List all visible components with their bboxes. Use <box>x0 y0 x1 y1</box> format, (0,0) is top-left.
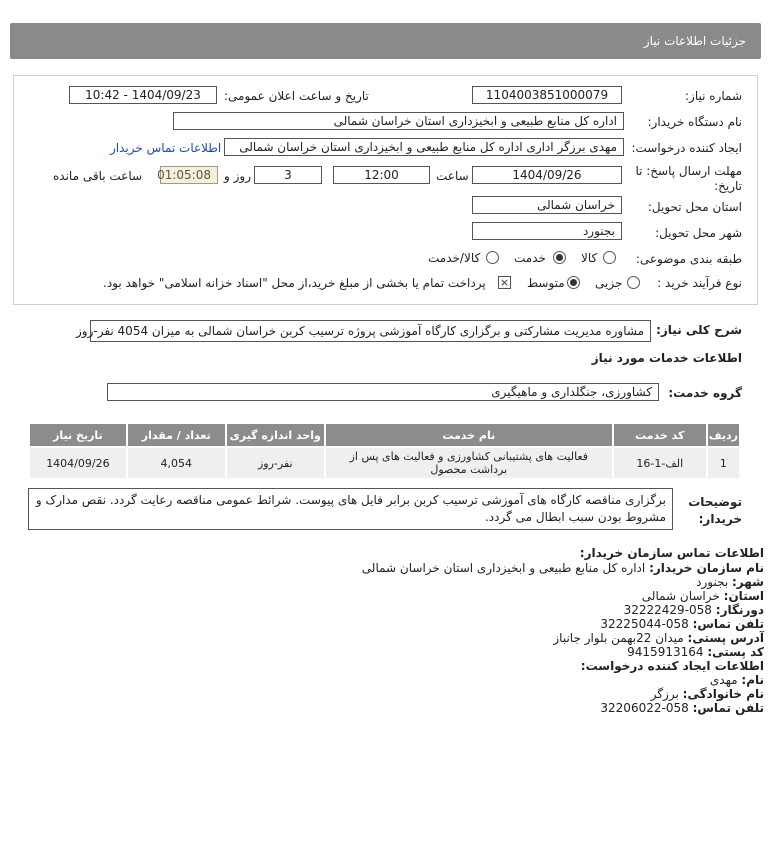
summary-field[interactable]: مشاوره مدیریت مشارکتی و برگزاری کارگاه آموزشی پروژه ترسیب کربن خراسان شمالی به میزان 4054 نفر-روز <box>90 320 651 342</box>
cell-code: الف-1-16 <box>613 447 707 479</box>
services-section-title: اطلاعات خدمات مورد نیاز <box>591 351 742 365</box>
days-field[interactable]: 3 <box>254 166 322 184</box>
need-number-field[interactable]: 1104003851000079 <box>472 86 622 104</box>
col-code: کد خدمت <box>613 423 707 447</box>
service-group-field[interactable]: کشاورزی، جنگلداری و ماهیگیری <box>107 383 659 401</box>
announce-label: تاریخ و ساعت اعلان عمومی: <box>224 89 369 103</box>
contact-phone: تلفن تماس: 058-32225044 <box>600 617 764 631</box>
col-row: ردیف <box>707 423 740 447</box>
process-label: نوع فرآیند خرید : <box>657 276 742 290</box>
contact-title: اطلاعات تماس سازمان خریدار: <box>579 546 764 560</box>
province-label: استان محل تحویل: <box>647 200 742 214</box>
process-option-minor: جزیی <box>595 276 623 290</box>
process-radio-minor[interactable] <box>627 276 640 289</box>
creator-name: نام: مهدی <box>709 673 764 687</box>
cell-row: 1 <box>707 447 740 479</box>
city-label: شهر محل تحویل: <box>655 226 742 240</box>
cell-name: فعالیت های پشتیبانی کشاورزی و فعالیت های پس از برداشت محصول <box>325 447 613 479</box>
services-table <box>28 422 741 480</box>
summary-label: شرح کلی نیاز: <box>656 323 742 337</box>
page-title: جزئیات اطلاعات نیاز <box>643 34 746 48</box>
col-date: تاریخ نیاز <box>29 423 127 447</box>
table-header-row <box>29 423 740 447</box>
service-group-label: گروه خدمت: <box>668 386 742 400</box>
category-option-service: خدمت <box>514 251 546 265</box>
cell-quantity: 4,054 <box>127 447 226 479</box>
buyer-org-label: نام دستگاه خریدار: <box>647 115 742 129</box>
cell-unit: نفر-روز <box>226 447 325 479</box>
announce-datetime-field[interactable]: 1404/09/23 - 10:42 <box>69 86 217 104</box>
category-radio-service[interactable] <box>553 251 566 264</box>
creator-family: نام خانوادگی: برزگر <box>650 687 764 701</box>
need-number-label: شماره نیاز: <box>685 89 742 103</box>
creator-phone: تلفن تماس: 058-32206022 <box>600 701 764 715</box>
category-radio-goods[interactable] <box>603 251 616 264</box>
category-option-goods-service: کالا/خدمت <box>428 251 481 265</box>
notes-label: توضیحات خریدار: <box>688 495 742 526</box>
col-name: نام خدمت <box>325 423 613 447</box>
creator-label: ایجاد کننده درخواست: <box>631 141 742 155</box>
contact-city: شهر: بجنورد <box>696 575 764 589</box>
contact-postal: کد پستی: 9415913164 <box>627 645 764 659</box>
remaining-label: ساعت باقی مانده <box>53 169 143 183</box>
table-row[interactable] <box>29 447 740 479</box>
deadline-time-label: ساعت <box>436 169 469 183</box>
buyer-org-field[interactable]: اداره کل منابع طبیعی و ابخیزداری استان خراسان شمالی <box>173 112 624 130</box>
deadline-time-field[interactable]: 12:00 <box>333 166 430 184</box>
cell-date: 1404/09/26 <box>29 447 127 479</box>
col-quantity: تعداد / مقدار <box>127 423 226 447</box>
deadline-date-field[interactable]: 1404/09/26 <box>472 166 622 184</box>
creator-field[interactable]: مهدی برزگر اداری اداره کل منابع طبیعی و ابخیزداری استان خراسان شمالی <box>224 138 624 156</box>
notes-field: برگزاری مناقصه کارگاه های آموزشی ترسیب کربن برابر فایل های پیوست. شرائط عمومی مناقصه رعایت گردد. نقص مدارک و مشروط بودن سبب ابطال می گردد. <box>28 488 673 530</box>
col-unit: واحد اندازه گیری <box>226 423 325 447</box>
page-header <box>10 23 761 59</box>
buyer-contact-link[interactable]: اطلاعات تماس خریدار <box>110 141 222 155</box>
deadline-label: مهلت ارسال پاسخ: تا تاریخ: <box>635 164 742 193</box>
creator-info-title: اطلاعات ایجاد کننده درخواست: <box>580 659 764 673</box>
contact-fax: دورنگار: 058-32222429 <box>623 603 764 617</box>
process-radio-medium[interactable] <box>567 276 580 289</box>
category-label: طبقه بندی موضوعی: <box>635 252 742 266</box>
contact-province: استان: خراسان شمالی <box>641 589 764 603</box>
treasury-checkbox[interactable]: ⨯ <box>499 276 510 289</box>
province-field[interactable]: خراسان شمالی <box>472 196 622 214</box>
remaining-timer: 01:05:08 <box>160 166 218 184</box>
contact-org: نام سازمان خریدار: اداره کل منابع طبیعی و ابخیزداری استان خراسان شمالی <box>361 561 764 575</box>
days-label: روز و <box>224 169 251 183</box>
contact-address: آدرس پستی: میدان 22بهمن بلوار جانباز <box>553 631 764 645</box>
payment-note: پرداخت تمام یا بخشی از مبلغ خرید،از محل "اسناد خزانه اسلامی" خواهد بود. <box>103 276 486 290</box>
category-option-goods: کالا <box>581 251 598 265</box>
category-radio-goods-service[interactable] <box>486 251 499 264</box>
city-field[interactable]: بجنورد <box>472 222 622 240</box>
process-option-medium: متوسط <box>527 276 565 290</box>
